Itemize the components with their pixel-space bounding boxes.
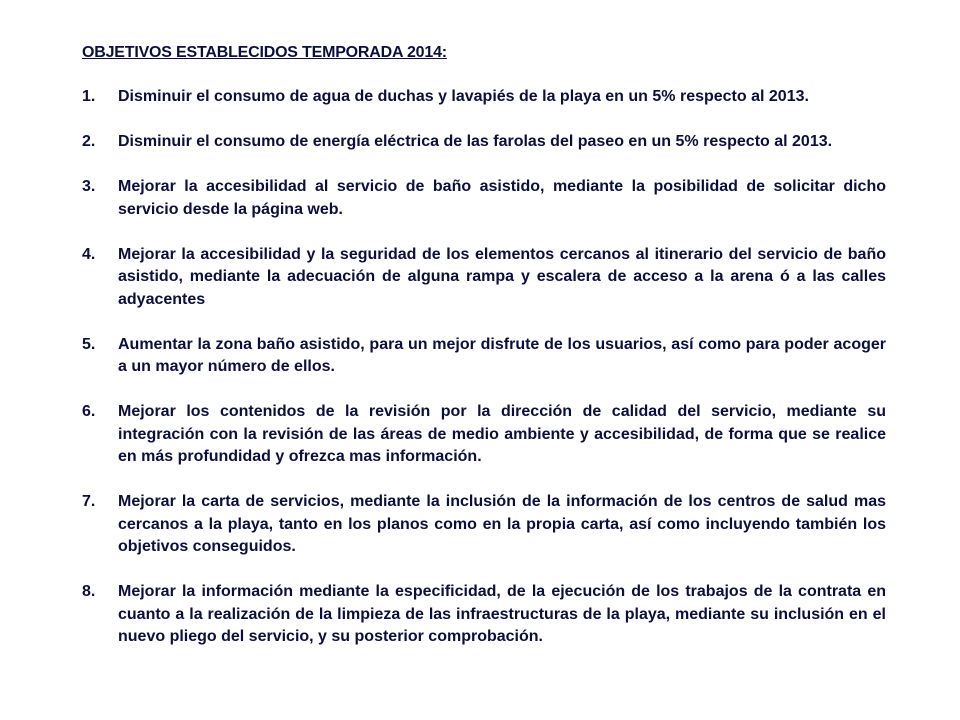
objective-number: 2. xyxy=(82,133,96,150)
objective-text: Mejorar la accesibilidad y la seguridad de los elementos cercanos al itinerario del servicio de baño asistido, mediante la adecuación de alguna rampa y escalera de acceso a la arena ó a las calles adyacentes xyxy=(118,245,886,308)
objective-text: Disminuir el consumo de energía eléctrica de las farolas del paseo en un 5% respecto al 2013. xyxy=(118,133,833,150)
objective-number: 8. xyxy=(82,583,96,600)
page-title: OBJETIVOS ESTABLECIDOS TEMPORADA 2014: xyxy=(82,44,447,61)
objective-text: Aumentar la zona baño asistido, para un mejor disfrute de los usuarios, así como para poder acoger a un mayor número de ellos. xyxy=(118,335,886,375)
objective-text: Mejorar la accesibilidad al servicio de baño asistido, mediante la posibilidad de solicitar dicho servicio desde la página web. xyxy=(118,178,886,218)
objective-item-2 xyxy=(82,131,886,154)
objective-number: 5. xyxy=(82,335,96,353)
objective-number: 1. xyxy=(82,88,96,105)
objective-text: Mejorar la información mediante la especificidad, de la ejecución de los trabajos de la contrata en cuanto a la realización de la limpieza de las infraestructuras de la playa, mediante su inclusión en el nuevo pliego del servicio, y su posterior comprobación. xyxy=(118,583,886,645)
objective-item-4 xyxy=(82,244,886,312)
objectives-list xyxy=(82,86,886,649)
objective-number: 3. xyxy=(82,178,96,195)
objective-item-3 xyxy=(82,176,886,221)
objective-item-1 xyxy=(82,86,886,109)
objective-item-5 xyxy=(82,334,886,379)
objective-item-8 xyxy=(82,581,886,649)
objective-number: 6. xyxy=(82,403,96,420)
objective-number: 4. xyxy=(82,245,96,263)
objective-text: Mejorar la carta de servicios, mediante la inclusión de la información de los centros de salud mas cercanos a la playa, tanto en los planos como en la propia carta, así como incluyendo también los objetivos conseguidos. xyxy=(118,493,886,555)
objective-text: Disminuir el consumo de agua de duchas y lavapiés de la playa en un 5% respecto al 2013. xyxy=(118,88,809,105)
objective-item-6 xyxy=(82,401,886,469)
objective-text: Mejorar los contenidos de la revisión por la dirección de calidad del servicio, mediante su integración con la revisión de las áreas de medio ambiente y accesibilidad, de forma que se realice en más profundidad y ofrezca mas información. xyxy=(118,403,886,465)
objective-number: 7. xyxy=(82,493,96,510)
objective-item-7 xyxy=(82,491,886,559)
